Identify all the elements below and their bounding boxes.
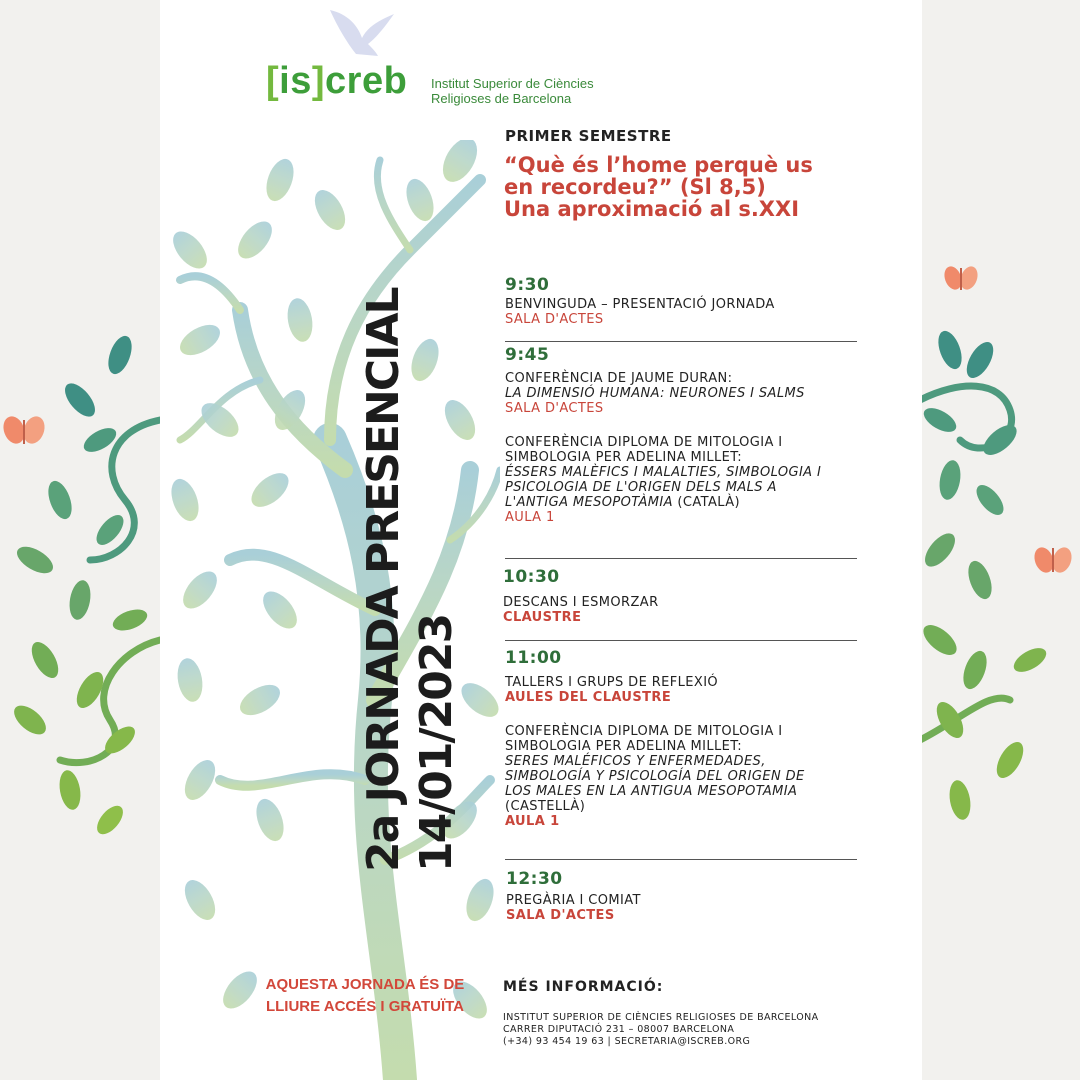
schedule-description: TALLERS I GRUPS DE REFLEXIÓ	[505, 675, 719, 690]
semester-label: PRIMER SEMESTRE	[505, 127, 672, 145]
schedule-time: 11:00	[505, 648, 562, 668]
schedule-time: 12:30	[506, 869, 563, 889]
divider	[505, 558, 857, 559]
butterfly-icon	[941, 264, 980, 292]
schedule-time: 10:30	[503, 567, 560, 587]
schedule-item	[506, 869, 858, 923]
address: CARRER DIPUTACIÓ 231 – 08007 BARCELONA	[503, 1024, 735, 1035]
schedule-description: BENVINGUDA – PRESENTACIÓ JORNADA	[505, 297, 775, 312]
schedule-item	[503, 567, 855, 625]
program-title: “Què és l’home perquè us en recordeu?” (Sl 8,5) Una aproximació al s.XXI	[504, 153, 813, 221]
schedule-location: AULA 1	[505, 814, 560, 829]
schedule-location: SALA D'ACTES	[506, 908, 615, 923]
schedule-description: CONFERÈNCIA DIPLOMA DE MITOLOGIA I SIMBOLOGIA PER ADELINA MILLET: SERES MALÉFICOS Y ENFERMEDADES, SIMBOLOGÍA Y PSICOLOGÍA DEL ORIGEN DE LOS MALES EN LA ANTIGUA MESOPOTAMIA (CASTELLÀ)	[505, 724, 805, 814]
schedule-description: PREGÀRIA I COMIAT	[506, 893, 641, 908]
event-title: 2a JORNADA PRESENCIAL	[358, 288, 409, 872]
free-access-note: AQUESTA JORNADA ÉS DE LLIURE ACCÉS I GRATUÏTA	[265, 976, 465, 1015]
main-panel	[160, 0, 922, 1080]
schedule-description: CONFERÈNCIA DIPLOMA DE MITOLOGIA I SIMBOLOGIA PER ADELINA MILLET: ÉSSERS MALÈFICS I MALALTIES, SIMBOLOGIA I PSICOLOGIA DE L'ORIGEN DELS MALS A L'ANTIGA MESOPOTÀMIA (CATALÀ)	[505, 435, 822, 510]
schedule-location: AULES DEL CLAUSTRE	[505, 690, 672, 705]
schedule-time: 9:30	[505, 275, 550, 295]
right-leaves	[920, 328, 1050, 822]
schedule-item	[505, 345, 857, 525]
divider	[505, 341, 857, 342]
left-vine-decoration	[0, 0, 160, 1080]
more-info-heading: MÉS INFORMACIÓ:	[503, 979, 664, 995]
schedule-location: SALA D'ACTES	[505, 312, 604, 327]
institution-name: INSTITUT SUPERIOR DE CIÈNCIES RELIGIOSES DE BARCELONA	[503, 1012, 819, 1023]
schedule-description: DESCANS I ESMORZAR	[503, 595, 659, 610]
right-vine-decoration	[920, 0, 1080, 1080]
iscreb-logo: [is]creb	[266, 60, 408, 102]
butterfly-icon	[0, 413, 48, 446]
divider	[505, 859, 857, 860]
dove-icon	[328, 4, 398, 56]
vertical-heading	[358, 288, 462, 872]
schedule-location: AULA 1	[505, 510, 555, 525]
divider	[505, 640, 857, 641]
schedule-description: CONFERÈNCIA DE JAUME DURAN: LA DIMENSIÓ HUMANA: NEURONES I SALMS	[505, 371, 805, 401]
schedule-item	[505, 275, 857, 327]
schedule-item	[505, 648, 857, 829]
event-date: 14/01/2023	[411, 614, 462, 872]
schedule-location: CLAUSTRE	[503, 610, 582, 625]
contact-info	[503, 1012, 818, 1048]
schedule-time: 9:45	[505, 345, 550, 365]
phone-email: (+34) 93 454 19 63 | SECRETARIA@ISCREB.ORG	[503, 1036, 751, 1047]
logo-subtitle: Institut Superior de Ciències Religioses de Barcelona	[431, 76, 594, 106]
schedule-location: SALA D'ACTES	[505, 401, 604, 416]
butterfly-icon	[1031, 545, 1075, 576]
